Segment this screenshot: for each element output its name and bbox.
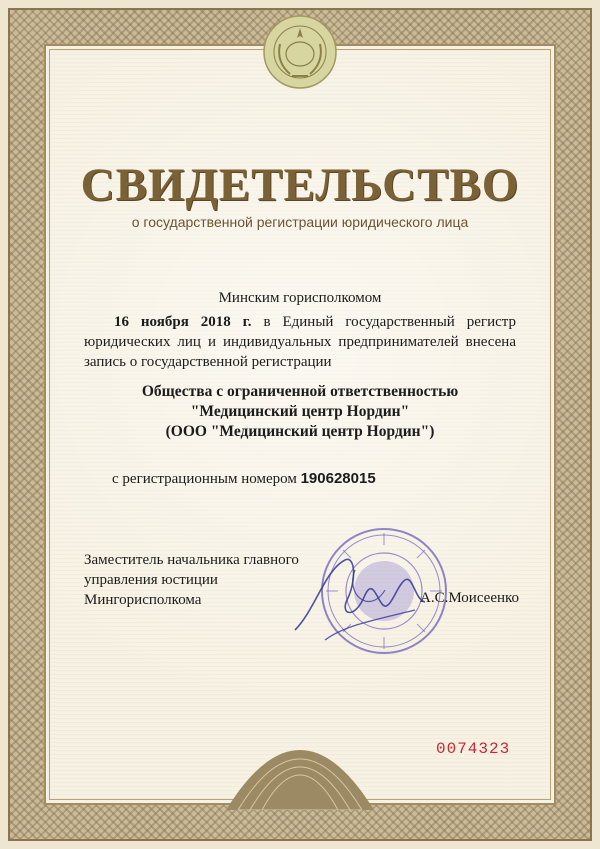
statement-rest: юридических лиц и индивидуальных предпринимателей внесена запись о государственной регистрации [84, 334, 516, 370]
org-line-3: (ООО "Медицинский центр Нордин") [165, 423, 435, 440]
state-emblem-icon [262, 14, 338, 90]
signer-line-1: Заместитель начальника главного [84, 552, 299, 568]
organization-name [0, 382, 600, 442]
org-line-1: Общества с ограниченной ответственностью [141, 383, 459, 400]
registration-number [112, 470, 376, 488]
signer-name: А.С.Моисеенко [420, 590, 520, 606]
statement-first-line [84, 312, 516, 332]
regnum-value: 190628015 [300, 470, 376, 487]
certificate-title: СВИДЕТЕЛЬСТВО [80, 159, 520, 211]
guilloche-rosette [226, 700, 374, 810]
signer-line-3: Мингорисполкома [84, 592, 202, 608]
signer-line-2: управления юстиции [84, 572, 218, 588]
registration-statement [84, 312, 516, 372]
org-line-2: "Медицинский центр Нордин" [190, 403, 410, 420]
registration-date: 16 ноября 2018 г. [114, 314, 252, 330]
statement-first-line-rest: в Единый государственный регистр [263, 314, 516, 330]
serial-number: 0074323 [436, 740, 511, 758]
certificate-subtitle: о государственной регистрации юридического лица [131, 214, 469, 230]
handwritten-signature [285, 540, 435, 650]
issuer: Минским горисполкомом [218, 290, 382, 306]
regnum-label: с регистрационным номером [112, 471, 297, 487]
